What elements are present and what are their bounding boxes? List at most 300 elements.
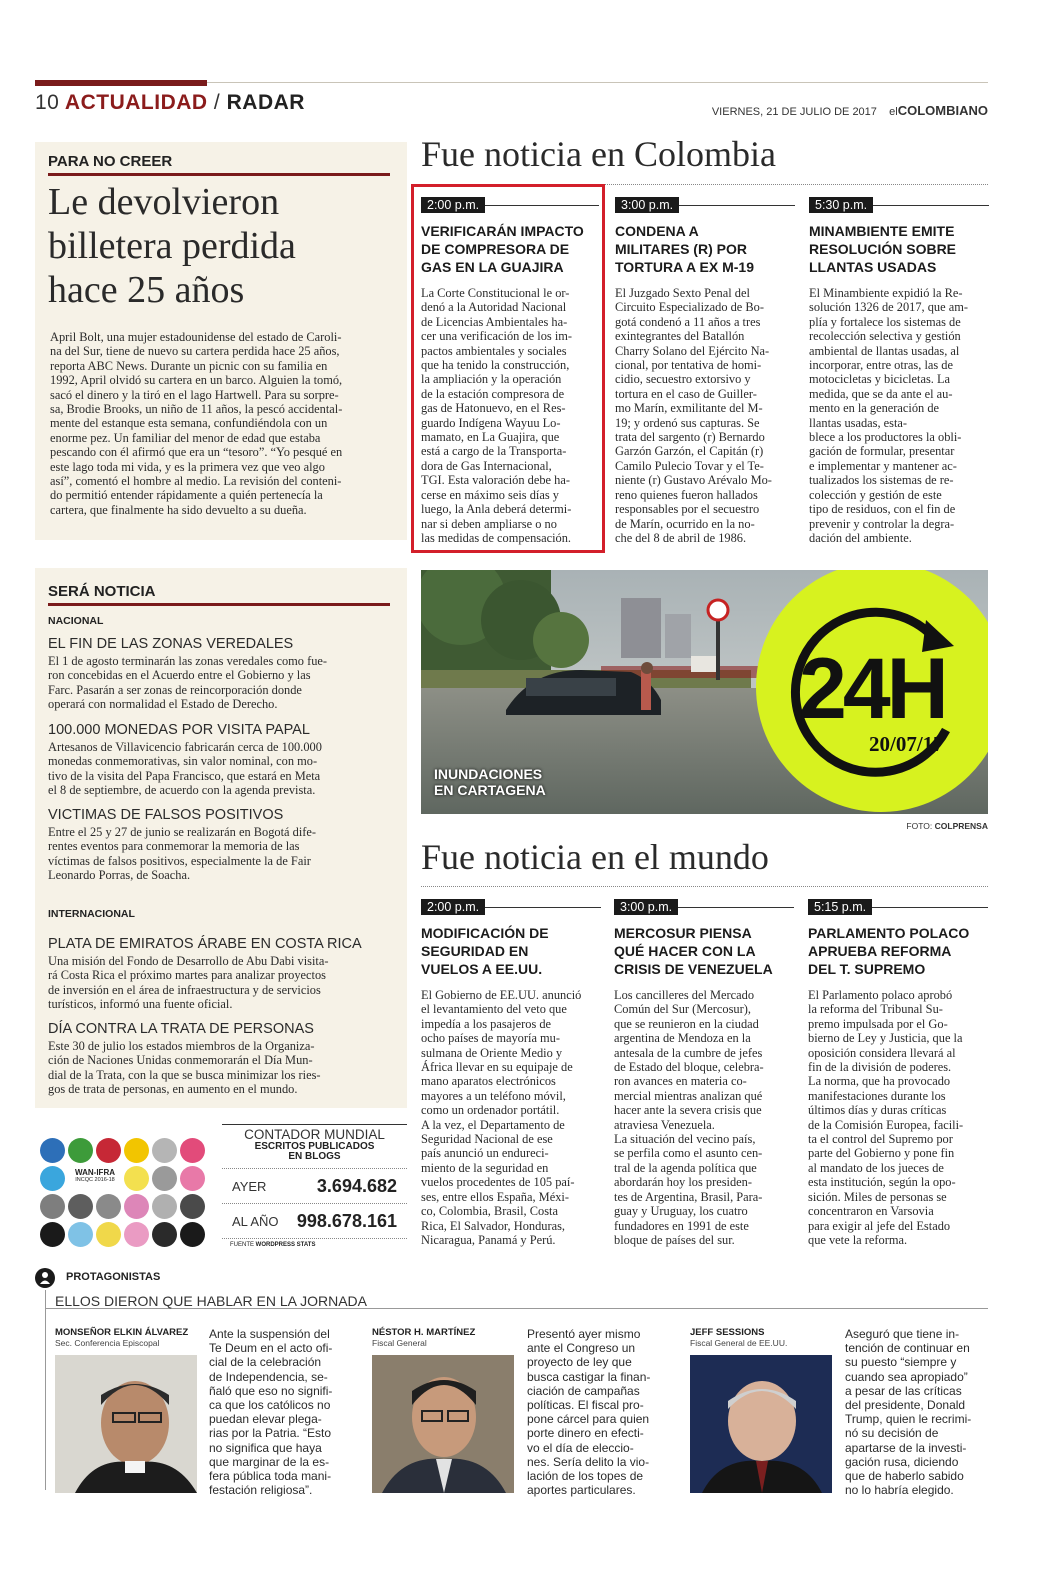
story-headline [615,222,795,276]
subtitle-line: EN BLOGS [288,1151,341,1162]
body-line: na del Sur, tiene de nuevo su cartera perdida hace 25 años, [50,344,340,359]
quote-line: fera pública toda mani- [209,1469,332,1484]
color-dot [180,1138,205,1163]
item-body [48,1039,393,1097]
body-line: guardo Indígena Wayuu Lo- [421,415,561,430]
body-line: atraviesa Venezuela. [614,1117,715,1132]
color-dot [124,1194,149,1219]
para-no-creer-title [48,180,398,312]
item-body [48,740,393,798]
body-line: ron avances en materia co- [614,1074,747,1089]
body-line: reno quienes fueron hallados [615,487,758,502]
counter-title: CONTADOR MUNDIAL [244,1127,385,1142]
quote-line: festación religiosa”. [209,1483,313,1498]
story-body [809,286,989,545]
story-headline [421,924,601,978]
body-line: Camilo Pulecio Tovar y el Te- [615,458,764,473]
colombia-story-2 [615,197,795,545]
title-line: Le devolvieron [48,181,280,223]
body-line: plía y fortalece los sistemas de [809,314,961,329]
person-role: Fiscal General de EE.UU. [690,1338,788,1348]
body-line: Farc. Pasarán a ser zonas de reincorporación donde [48,682,302,697]
brand-prefix: el [889,106,898,118]
body-line: April Bolt, una mujer estadounidense del estado de Caroli- [50,330,342,344]
body-line: este lago toda mi vida, y es la primera vez que veo algo [50,459,325,474]
body-line: nar si deben ampliarse o no [421,516,557,531]
contador-mundial [222,1124,407,1260]
body-line: 19; y ordenó sus capturas. Se [615,415,760,430]
protagonistas-rule [45,1290,46,1490]
item-head: PLATA DE EMIRATOS ÁRABE EN COSTA RICA [48,936,362,952]
body-line: do permitió entender rápidamente a quién pertenecía la [50,488,323,503]
body-line: exintegrantes del Batallón [615,329,745,344]
body-line: fin de la división de poderes. [808,1060,952,1075]
sera-noticia-item [48,1021,393,1097]
body-line: El 1 de agosto terminarán las zonas veredales como fue- [48,654,328,668]
avatar [55,1355,197,1493]
quote-line: aportes particulares. [527,1483,636,1498]
body-line: 1992, April olvidó su cartera en un barco. Alguien la tomó, [50,373,343,388]
protagonist-1-quote [209,1327,349,1497]
body-line: cidio, secuestro extorsivo y [615,372,751,387]
body-line: Rica, El Salvador, Honduras, [421,1218,566,1233]
body-line: al mandato de los jueces de [808,1160,944,1175]
body-line: mente del estanque esta semana, confundiéndola con un [50,416,328,431]
color-dot [180,1222,205,1247]
body-line: llantas usadas, esta- [809,415,908,430]
body-line: El Gobierno de EE.UU. anunció [421,988,582,1002]
body-line: motocicletas y bicicletas. La [809,372,951,387]
color-dot [96,1138,121,1163]
body-line: rentes eventos para conmemorar la memoria de las [48,839,300,854]
body-line: vuelos procedentes de 105 paí- [421,1175,575,1190]
body-line: parte del Gobierno y pone fin [808,1146,955,1161]
mundo-story-1 [421,899,601,1247]
body-line: denó a la Autoridad Nacional [421,300,567,315]
internacional-label: INTERNACIONAL [48,908,135,920]
quote-line: ciación de campañas [527,1383,640,1398]
body-line: tivo de la visita del Papa Francisco, que estará en Meta [48,768,321,783]
para-no-creer-kicker: PARA NO CREER [48,153,173,170]
body-line: solución 1326 de 2017, que am- [809,300,968,315]
body-line: Nicaragua, Panamá y Perú. [421,1232,556,1247]
24h-date: 20/07/17 [869,732,944,756]
quote-line: de Independencia, se- [209,1369,328,1384]
sera-noticia-kicker: SERÁ NOTICIA [48,583,156,600]
time-badge: 5:15 p.m. [808,899,872,915]
quote-line: Presentó ayer mismo [527,1327,641,1341]
body-line: país anunció un endureci- [421,1146,549,1161]
body-line: miento de la seguridad en [421,1160,549,1175]
time-badge: 2:00 p.m. [421,197,485,213]
body-line: mayores a un teléfono móvil, [421,1088,566,1103]
quote-line: ñaló que eso no signifi- [209,1383,333,1398]
kicker-rule [48,173,390,176]
color-dot [40,1166,65,1191]
body-line: ses, entre ellos España, Méxi- [421,1189,569,1204]
body-line: El Minambiente expidió la Re- [809,286,963,300]
body-line: cional, por tentativa de homi- [615,358,762,373]
color-dot [68,1194,93,1219]
headline-line: QUÉ HACER CON LA [614,943,756,959]
body-line: así”, comentó el hombre al medio. La revisión del conteni- [50,474,342,489]
body-line: e implementar y mantener ac- [809,458,957,473]
sera-noticia-item [48,636,393,712]
headline-line: MODIFICACIÓN DE [421,925,549,941]
headline-line: MERCOSUR PIENSA [614,925,752,941]
counter-row-value: 998.678.161 [296,1210,397,1231]
body-line: antesala de la cumbre de jefes [614,1045,763,1060]
body-line: cerse en máximo seis días y [421,487,559,502]
story-headline [809,222,989,276]
body-line: operará con normalidad el Estado de Derecho. [48,697,278,712]
body-line: El Parlamento polaco aprobó [808,988,953,1002]
body-line: colección y gestión de este [809,487,942,502]
body-line: recolección selectiva y gestión [809,329,961,344]
body-line: el 8 de septiembre, de acuerdo con la agenda prevista. [48,783,316,798]
section-divider [421,886,988,887]
color-dot [152,1194,177,1219]
quote-line: rias por la Patria. “Esto [209,1426,332,1441]
body-line: de inversión en el área de infraestructura y de servicios [48,982,321,997]
body-line: La Corte Constitucional le or- [421,286,570,300]
color-dot [180,1194,205,1219]
color-dot [124,1138,149,1163]
counter-row-label: AL AÑO [232,1213,279,1229]
protagonistas-label: PROTAGONISTAS [66,1271,161,1283]
color-dot [124,1166,149,1191]
body-line: gos de trata de personas, en aumento en el mundo. [48,1082,298,1097]
body-line: mo Marín, exmilitante del M- [615,401,763,416]
item-head: 100.000 MONEDAS POR VISITA PAPAL [48,722,310,738]
body-line: dación del ambiente. [809,530,912,545]
quote-line: del presidente, Donald [845,1398,966,1413]
color-dot [152,1222,177,1247]
avatar [690,1355,832,1493]
quote-line: Aseguró que tiene in- [845,1327,960,1341]
body-line: ron concebidas en el Acuerdo entre el Gobierno y las [48,668,311,683]
body-line: está a cargo de la Transporta- [421,444,567,459]
body-line: concentraron en Varsovia [808,1204,934,1219]
person-name: JEFF SESSIONS [690,1327,765,1338]
kicker-rule [48,603,390,606]
body-line: sa, Brodie Brooks, un niño de 11 años, la pescó accidental- [50,402,343,417]
24h-text: 24H [799,641,945,737]
person-icon [35,1268,55,1288]
quote-line: cial de la celebración [209,1355,322,1370]
body-line: últimos días y duras críticas [808,1103,947,1118]
body-line: pactos ambientales y sociales [421,343,567,358]
person-name: MONSEÑOR ELKIN ÁLVAREZ [55,1327,189,1338]
color-dot [180,1166,205,1191]
headline-line: VUELOS A EE.UU. [421,961,543,977]
counter-row [222,1204,407,1238]
time-badge: 2:00 p.m. [421,899,485,915]
body-line: tes de Argentina, Brasil, Para- [614,1189,763,1204]
body-line: el levantamiento del veto que [421,1002,567,1017]
body-line: tral de la agenda política que [614,1160,757,1175]
body-line: esta institución, según la opo- [808,1175,956,1190]
counter-row-label: AYER [232,1178,267,1194]
sera-noticia-item [48,936,393,1012]
story-body [421,988,601,1247]
body-line: La situación del vecino país, [614,1132,756,1147]
quote-line: porte dinero en efecti- [527,1426,644,1441]
body-line: gación de formular, presentar [809,444,955,459]
quote-line: Ante la suspensión del [209,1327,330,1341]
page-header [35,91,305,115]
quote-line: nes. Sería delito la vio- [527,1454,650,1469]
section-name: ACTUALIDAD [64,91,208,114]
person-role: Fiscal General [372,1338,427,1348]
headline-line: LLANTAS USADAS [809,259,937,275]
headline-line: VERIFICARÁN IMPACTO [421,223,584,239]
quote-line: puedan elevar plega- [209,1412,322,1427]
logo-sub: INCQC 2016-18 [75,1177,115,1183]
body-line: que se reunieron en la ciudad [614,1016,759,1031]
headline-line: DE COMPRESORA DE [421,241,570,257]
quote-line: cuando sea apropiado” [845,1369,968,1384]
body-line: oposición considera llevará al [808,1045,956,1060]
protagonistas-subtitle: ELLOS DIERON QUE HABLAR EN LA JORNADA [55,1293,367,1309]
photo-credit [906,821,988,831]
body-line: prevenir y controlar la degra- [809,516,955,531]
body-line: responsables por el secuestro [615,502,760,517]
headline-line: TORTURA A EX M-19 [615,259,754,275]
quote-line: gación rusa, diciendo [845,1454,959,1469]
body-line: dora de Gas Internacional, [421,458,552,473]
counter-subtitle [222,1142,407,1162]
body-line: bierno de Ley y Justicia, que la [808,1031,963,1046]
headline-line: APRUEBA REFORMA [808,943,952,959]
counter-row [222,1169,407,1203]
news-photo [421,570,988,814]
person-role: Sec. Conferencia Episcopal [55,1338,160,1348]
color-dot [40,1138,65,1163]
source-prefix: FUENTE [230,1242,254,1248]
body-line: gas de Hatonuevo, en el Res- [421,401,566,416]
quote-line: a pesar de las críticas [845,1383,962,1398]
subsection-name: RADAR [226,91,305,114]
body-line: luego, la Anla deberá determi- [421,502,572,517]
item-body [48,954,393,1012]
body-line: de Estado del bloque, celebra- [614,1060,764,1075]
body-line: que ha tenido la construcción, [421,358,570,373]
headline-line: MINAMBIENTE EMITE [809,223,955,239]
color-dot [124,1222,149,1247]
mundo-story-2 [614,899,794,1247]
caption-line: EN CARTAGENA [434,782,546,798]
item-body [48,825,393,883]
body-line: TGI. Esta valoración debe ha- [421,473,570,488]
avatar [372,1355,514,1493]
brand-name: COLOMBIANO [897,103,988,118]
body-line: ambiental de llantas usadas, al [809,343,960,358]
body-line: turísticos, informó una fuente oficial. [48,997,233,1012]
section-separator: / [213,91,221,114]
para-no-creer-body [50,330,395,517]
story-headline [808,924,988,978]
body-line: de la estación compresora de [421,386,565,401]
item-body [48,654,393,712]
color-dot [152,1166,177,1191]
credit-prefix: FOTO: [906,821,933,831]
body-line: tualizados los sistemas de re- [809,473,954,488]
issue-date: VIERNES, 21 DE JULIO DE 2017 [711,106,877,118]
time-badge: 3:00 p.m. [614,899,678,915]
body-line: impedía a los pasajeros de [421,1016,552,1031]
body-line: co, Colombia, Brasil, Costa [421,1204,558,1219]
nacional-label: NACIONAL [48,615,104,627]
headline-line: MILITARES (R) POR [615,241,747,257]
credit-name: COLPRENSA [934,821,988,831]
person-name: NÉSTOR H. MARTÍNEZ [372,1327,476,1338]
color-dot [68,1138,93,1163]
body-line: de la Comisión Europea, facili- [808,1117,964,1132]
body-line: medida, que se da ante el au- [809,386,953,401]
body-line: Entre el 25 y 27 de junio se realizarán en Bogotá dife- [48,825,317,839]
body-line: para exigir al jefe del Estado [808,1218,951,1233]
headline-line: PARLAMENTO POLACO [808,925,970,941]
body-line: cer una verificación de los im- [421,329,573,344]
body-line: reporta ABC News. Durante un picnic con su familia en [50,358,328,373]
body-line: mamato, en La Guajira, que [421,430,560,445]
body-line: la ampliación y la operación [421,372,562,387]
sera-noticia-item [48,722,393,798]
body-line: mercial mientras analizan qué [614,1088,763,1103]
title-line: hace 25 años [48,269,245,311]
body-line: che del 8 de abril de 1986. [615,530,747,545]
logo-text: WAN-IFRA [75,1168,115,1177]
quote-line: lación de los topes de [527,1469,644,1484]
body-line: niente (r) Gustavo Arévalo Mo- [615,473,772,488]
body-line: ocho países de mayoría mu- [421,1031,561,1046]
item-head: EL FIN DE LAS ZONAS VEREDALES [48,636,294,652]
color-dot [152,1138,177,1163]
headline-line: CRISIS DE VENEZUELA [614,961,773,977]
protagonist-2-quote [527,1327,667,1497]
item-head: VICTIMAS DE FALSOS POSITIVOS [48,807,284,823]
story-headline [421,222,599,276]
colombia-section-title: Fue noticia en Colombia [421,134,776,174]
mundo-story-3 [808,899,988,1247]
quote-line: que de haberlo sabido [845,1469,964,1484]
photo-caption [434,766,546,798]
quote-line: políticas. El fiscal pro- [527,1398,644,1413]
mundo-section-title: Fue noticia en el mundo [421,837,769,877]
protagonist-3-quote [845,1327,990,1497]
quote-line: proyecto de ley que [527,1355,632,1370]
quote-line: su puesto “siempre y [845,1355,957,1370]
protagonist-2-header [372,1327,517,1348]
body-line: mento en la generación de [809,401,940,416]
body-line: Artesanos de Villavicencio fabricarán cerca de 100.000 [48,740,322,754]
quote-line: Trump, quien le recrimi- [845,1412,972,1427]
body-line: Común del Sur (Mercosur), [614,1002,751,1017]
item-head: DÍA CONTRA LA TRATA DE PERSONAS [48,1021,314,1037]
header-date-brand [712,103,988,118]
headline-line: CONDENA A [615,223,699,239]
body-line: hacer ante la severa crisis que [614,1103,762,1118]
body-line: pescando con él afirmó que era un “tesoro”. “Yo pesqué en [50,445,343,460]
colombia-story-1 [421,197,599,545]
body-line: las medidas de compensación. [421,530,572,545]
subtitle-line: ESCRITOS PUBLICADOS [254,1141,375,1152]
counter-source [222,1242,407,1248]
body-line: África llevar en su equipaje de [421,1060,573,1075]
body-line: Los cancilleres del Mercado [614,988,755,1002]
quote-line: vo el día de eleccio- [527,1440,634,1455]
body-line: gotá condenó a 11 años a tres [615,314,761,329]
body-line: bloque de países del sur. [614,1232,735,1247]
body-line: trata del sargento (r) Bernardo [615,430,765,445]
time-badge: 3:00 p.m. [615,197,679,213]
body-line: Este 30 de julio los estados miembros de la Organiza- [48,1039,315,1053]
body-line: sición. Miles de personas se [808,1189,947,1204]
headline-line: SEGURIDAD EN [421,943,529,959]
body-line: como un ordenador portátil. [421,1103,560,1118]
body-line: de Marín, ocurrido en la no- [615,516,755,531]
body-line: tortura en el caso de Guiller- [615,386,757,401]
body-line: premo impulsada por el Go- [808,1016,948,1031]
time-badge: 5:30 p.m. [809,197,873,213]
story-body [614,988,794,1247]
body-line: El Juzgado Sexto Penal del [615,286,750,300]
body-line: A la vez, el Departamento de [421,1117,565,1132]
body-line: Garzón Garzón, el Capitán (r) [615,444,764,459]
story-body [615,286,795,545]
quote-line: busca castigar la finan- [527,1369,651,1384]
color-dot [40,1194,65,1219]
color-dot [96,1194,121,1219]
print-color-bar [35,1124,210,1250]
body-line: abordarán hoy los presiden- [614,1175,752,1190]
body-line: ción de Naciones Unidas conmemorarán el Día Mun- [48,1053,313,1068]
title-line: billetera perdida [48,225,296,267]
body-line: Una misión del Fondo de Desarrollo de Abu Dabi visita- [48,954,329,968]
colombia-story-3 [809,197,989,545]
body-line: Seguridad Nacional de ese [421,1132,553,1147]
quote-line: tención de continuar en [845,1341,970,1356]
quote-line: pone cárcel para quien [527,1412,650,1427]
body-line: Leonardo Porras, de Soacha. [48,868,191,883]
body-line: incorporar, entre otras, las de [809,358,953,373]
body-line: mano aparatos electrónicos [421,1074,556,1089]
counter-row-value: 3.694.682 [316,1175,397,1196]
story-body [421,286,599,545]
body-line: dial de la Trata, con la que se busca minimizar los ries- [48,1067,321,1082]
story-body [808,988,988,1247]
headline-line: RESOLUCIÓN SOBRE [809,241,957,257]
caption-line: INUNDACIONES [434,766,543,782]
body-line: La norma, que ha provocado [808,1074,951,1089]
color-dot [96,1222,121,1247]
protagonist-3-header [690,1327,835,1348]
quote-line: no lo habría elegido. [845,1483,954,1498]
quote-line: ante el Congreso un [527,1341,636,1356]
protagonist-1-header [55,1327,200,1348]
quote-line: que marginar de la es- [209,1454,330,1469]
headline-line: DEL T. SUPREMO [808,961,926,977]
quote-line: ca que los católicos no [209,1398,331,1413]
body-line: enorme pez. Un familiar del menor de edad que estaba [50,430,321,445]
body-line: ta el control del Supremo por [808,1132,953,1147]
body-line: argentina de Mendoza en la [614,1031,751,1046]
body-line: rá Costa Rica el próximo martes para analizar proyectos [48,968,326,983]
body-line: que vete la reforma. [808,1232,908,1247]
headline-line: GAS EN LA GUAJIRA [421,259,564,275]
color-dot [40,1222,65,1247]
